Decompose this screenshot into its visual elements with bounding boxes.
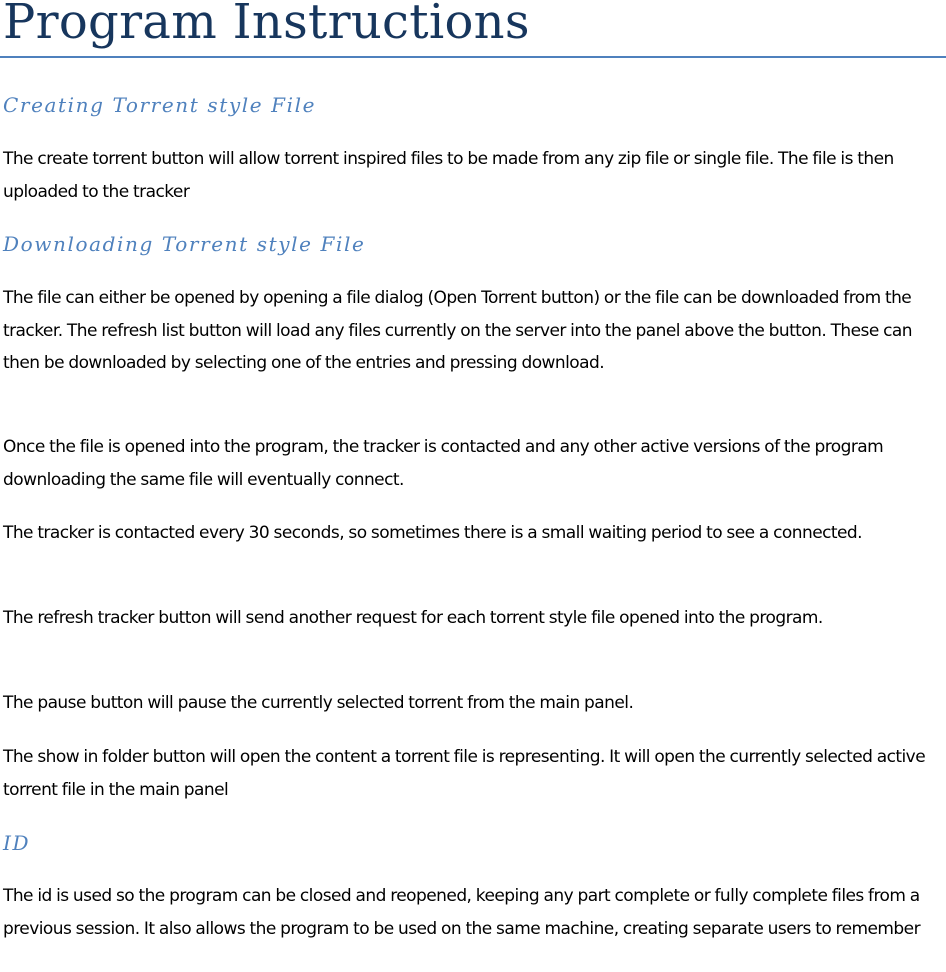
section-heading-creating: Creating Torrent style File [3, 93, 317, 117]
paragraph-open-download: The file can either be opened by opening a file dialog (Open Torrent button) or the file can be downloaded from the tracker. The refresh list button will load any files currently on the server into the panel above the button. These can then be downloaded by selecting one of the entries and pressing download. [3, 288, 913, 373]
paragraph-create-torrent: The create torrent button will allow torrent inspired files to be made from any zip file or single file. The file is then uploaded to the tracker [3, 149, 894, 202]
paragraph-tracker-interval: The tracker is contacted every 30 seconds, so sometimes there is a small waiting period to see a connected. [3, 523, 863, 543]
paragraph-tracker-contacted: Once the file is opened into the program, the tracker is contacted and any other active versions of the program downloading the same file will eventually connect. [3, 437, 884, 490]
paragraph-id: The id is used so the program can be closed and reopened, keeping any part complete or fully complete files from a previous session. It also allows the program to be used on the same machine, creating separate users to remember [3, 886, 921, 939]
paragraph-pause-button: The pause button will pause the currently selected torrent from the main panel. [3, 693, 634, 713]
paragraph-refresh-tracker: The refresh tracker button will send another request for each torrent style file opened into the program. [3, 608, 823, 628]
title-underline [0, 56, 946, 58]
section-heading-id: ID [3, 831, 31, 855]
paragraph-show-in-folder: The show in folder button will open the content a torrent file is representing. It will open the currently selected active torrent file in the main panel [3, 747, 926, 800]
document-title: Program Instructions [3, 0, 530, 50]
section-heading-downloading: Downloading Torrent style File [3, 232, 366, 256]
